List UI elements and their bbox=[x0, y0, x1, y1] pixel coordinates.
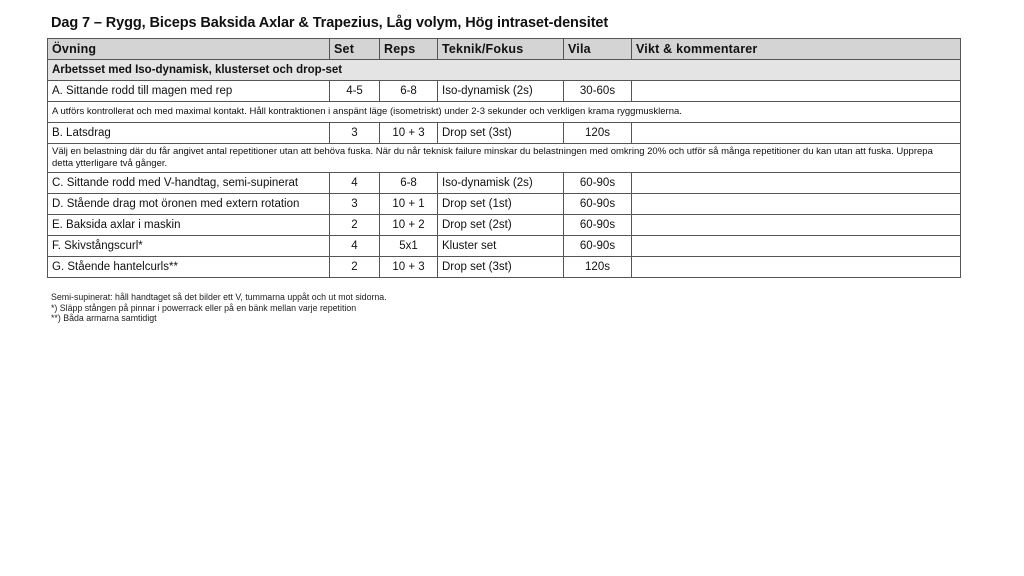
technique-cell: Drop set (1st) bbox=[438, 194, 564, 215]
exercise-cell: A. Sittande rodd till magen med rep bbox=[48, 81, 330, 102]
reps-cell: 5x1 bbox=[380, 236, 438, 257]
notes-cell[interactable] bbox=[632, 81, 961, 102]
header-rest: Vila bbox=[564, 39, 632, 60]
technique-cell: Drop set (3st) bbox=[438, 123, 564, 144]
table-row bbox=[48, 123, 961, 144]
workout-table bbox=[47, 38, 961, 278]
note-text: A utförs kontrollerat och med maximal kontakt. Håll kontraktionen i anspänt läge (isometriskt) under 2-3 sekunder och verkligen krama ryggmusklerna. bbox=[48, 102, 961, 123]
table-row bbox=[48, 173, 961, 194]
notes-cell[interactable] bbox=[632, 173, 961, 194]
rest-cell: 120s bbox=[564, 257, 632, 278]
section-title: Arbetsset med Iso-dynamisk, klusterset och drop-set bbox=[48, 60, 961, 81]
footnote: **) Båda armarna samtidigt bbox=[51, 313, 157, 323]
table-row bbox=[48, 194, 961, 215]
header-reps: Reps bbox=[380, 39, 438, 60]
set-cell: 2 bbox=[330, 215, 380, 236]
section-row bbox=[48, 60, 961, 81]
footnote: *) Släpp stången på pinnar i powerrack eller på en bänk mellan varje repetition bbox=[51, 302, 357, 313]
table-row bbox=[48, 257, 961, 278]
notes-cell[interactable] bbox=[632, 123, 961, 144]
header-exercise: Övning bbox=[48, 39, 330, 60]
notes-cell[interactable] bbox=[632, 194, 961, 215]
technique-cell: Iso-dynamisk (2s) bbox=[438, 81, 564, 102]
rest-cell: 120s bbox=[564, 123, 632, 144]
set-cell: 3 bbox=[330, 194, 380, 215]
technique-cell: Iso-dynamisk (2s) bbox=[438, 173, 564, 194]
note-row bbox=[48, 144, 961, 173]
notes-cell[interactable] bbox=[632, 236, 961, 257]
exercise-cell: B. Latsdrag bbox=[48, 123, 330, 144]
header-row bbox=[48, 39, 961, 60]
technique-cell: Drop set (2st) bbox=[438, 215, 564, 236]
note-text: Välj en belastning där du får angivet antal repetitioner utan att behöva fuska. När du når teknisk failure minskar du belastningen med omkring 20% och utför så många repetitioner du kan utan att fuska. Upprepa detta ytterligare två gånger. bbox=[48, 144, 961, 173]
reps-cell: 10 + 3 bbox=[380, 257, 438, 278]
notes-cell[interactable] bbox=[632, 257, 961, 278]
exercise-cell: F. Skivstångscurl* bbox=[48, 236, 330, 257]
notes-cell[interactable] bbox=[632, 215, 961, 236]
table-row bbox=[48, 81, 961, 102]
reps-cell: 10 + 1 bbox=[380, 194, 438, 215]
header-set: Set bbox=[330, 39, 380, 60]
page-title: Dag 7 – Rygg, Biceps Baksida Axlar & Trapezius, Låg volym, Hög intraset-densitet bbox=[51, 15, 609, 31]
rest-cell: 60-90s bbox=[564, 173, 632, 194]
set-cell: 2 bbox=[330, 257, 380, 278]
reps-cell: 6-8 bbox=[380, 173, 438, 194]
set-cell: 4 bbox=[330, 173, 380, 194]
set-cell: 4 bbox=[330, 236, 380, 257]
rest-cell: 60-90s bbox=[564, 236, 632, 257]
table-row bbox=[48, 236, 961, 257]
reps-cell: 6-8 bbox=[380, 81, 438, 102]
exercise-cell: E. Baksida axlar i maskin bbox=[48, 215, 330, 236]
note-row bbox=[48, 102, 961, 123]
rest-cell: 60-90s bbox=[564, 194, 632, 215]
reps-cell: 10 + 2 bbox=[380, 215, 438, 236]
footnotes bbox=[51, 292, 387, 324]
rest-cell: 60-90s bbox=[564, 215, 632, 236]
exercise-cell: C. Sittande rodd med V-handtag, semi-supinerat bbox=[48, 173, 330, 194]
footnote: Semi-supinerat: håll handtaget så det bilder ett V, tummarna uppåt och ut mot sidorna. bbox=[51, 292, 387, 302]
rest-cell: 30-60s bbox=[564, 81, 632, 102]
header-technique: Teknik/Fokus bbox=[438, 39, 564, 60]
exercise-cell: D. Stående drag mot öronen med extern rotation bbox=[48, 194, 330, 215]
set-cell: 4-5 bbox=[330, 81, 380, 102]
table-row bbox=[48, 215, 961, 236]
technique-cell: Kluster set bbox=[438, 236, 564, 257]
technique-cell: Drop set (3st) bbox=[438, 257, 564, 278]
exercise-cell: G. Stående hantelcurls** bbox=[48, 257, 330, 278]
reps-cell: 10 + 3 bbox=[380, 123, 438, 144]
set-cell: 3 bbox=[330, 123, 380, 144]
header-notes: Vikt & kommentarer bbox=[632, 39, 961, 60]
